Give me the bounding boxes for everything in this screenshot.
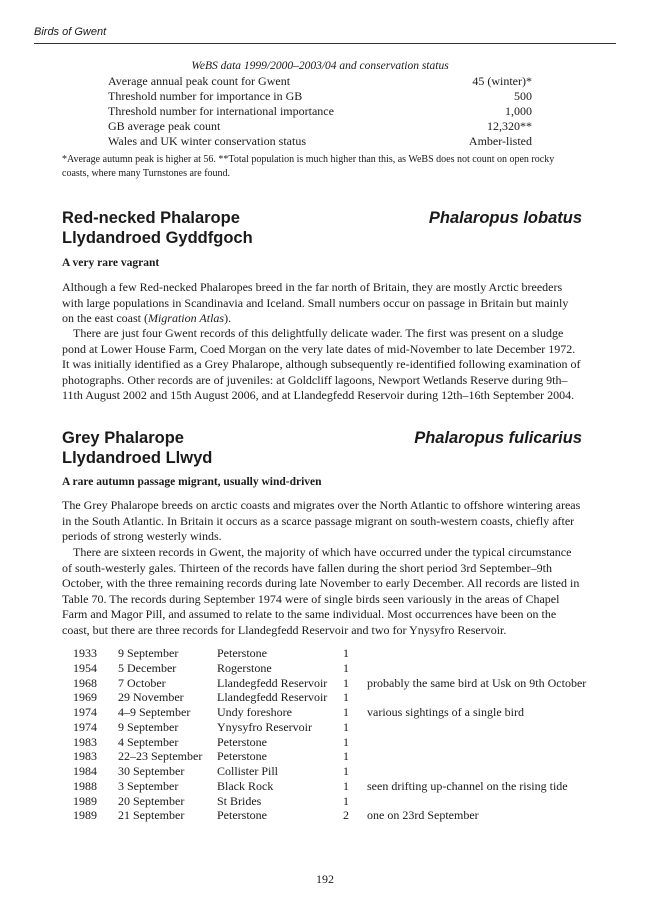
record-year: 1983 xyxy=(73,734,97,749)
webs-row-value: 45 (winter)* xyxy=(472,74,532,88)
record-note: seen drifting up-channel on the rising tide xyxy=(367,778,568,793)
record-site: Rogerstone xyxy=(217,660,272,675)
record-year: 1974 xyxy=(73,719,97,734)
webs-row-label: Threshold number for international importance xyxy=(108,104,334,118)
record-year: 1933 xyxy=(73,646,97,660)
species-heading-grey-phalarope xyxy=(62,428,582,468)
record-count: 1 xyxy=(343,734,349,749)
record-year: 1969 xyxy=(73,690,97,705)
species-status: A very rare vagrant xyxy=(62,257,160,269)
record-date: 3 September xyxy=(118,778,179,793)
record-year: 1989 xyxy=(73,793,97,808)
record-date: 30 September xyxy=(118,764,185,778)
species-latin-name: Phalaropus fulicarius xyxy=(414,429,582,447)
record-date: 21 September xyxy=(118,808,185,823)
record-year: 1984 xyxy=(73,764,97,778)
webs-row-value: 12,320** xyxy=(487,119,532,133)
webs-row-label: Average annual peak count for Gwent xyxy=(108,74,291,88)
record-date: 5 December xyxy=(118,660,177,675)
record-count: 1 xyxy=(343,660,349,675)
record-site: Ynysyfro Reservoir xyxy=(217,719,312,734)
record-year: 1989 xyxy=(73,808,97,823)
record-date: 20 September xyxy=(118,793,185,808)
record-site: Undy foreshore xyxy=(217,705,292,719)
record-year: 1974 xyxy=(73,705,97,719)
record-date: 4 September xyxy=(118,734,179,749)
species1-paragraph-1 xyxy=(62,280,582,327)
species2-paragraph-2: There are sixteen records in Gwent, the majority of which have occurred under the typical circumstance of south-westerly gales. Thirteen of the records have fallen during the short period 3rd September–9th October, with the three remaining records during late November to early December. All records are listed in Table 70. The records during September 1974 were of single birds seen variously in the areas of Chapel Farm and Magor Pill, and assumed to relate to the same individual. Most occurrences have been on the coast, but there are three records for Llandegfedd Reservoir and two for Ynysyfro Reservoir. xyxy=(62,545,580,637)
page-number: 192 xyxy=(316,872,334,886)
species-english-name: Red-necked Phalarope xyxy=(62,209,240,227)
record-site: Peterstone xyxy=(217,646,267,660)
species-english-name: Grey Phalarope xyxy=(62,429,184,447)
webs-row-value: 500 xyxy=(514,89,532,103)
record-count: 1 xyxy=(343,719,349,734)
webs-row-value: 1,000 xyxy=(505,104,532,118)
webs-row xyxy=(108,119,532,134)
record-date: 7 October xyxy=(118,675,166,690)
record-site: Peterstone xyxy=(217,734,267,749)
record-date: 9 September xyxy=(118,719,179,734)
record-date: 22–23 September xyxy=(118,749,203,764)
webs-row-label: GB average peak count xyxy=(108,119,221,133)
record-site: Llandegfedd Reservoir xyxy=(217,675,328,690)
record-date: 4–9 September xyxy=(118,705,191,719)
record-year: 1983 xyxy=(73,749,97,764)
webs-row-label: Threshold number for importance in GB xyxy=(108,89,303,103)
record-count: 1 xyxy=(343,646,349,660)
running-header: Birds of Gwent xyxy=(34,26,107,38)
species-latin-name: Phalaropus lobatus xyxy=(428,209,582,227)
record-note: various sightings of a single bird xyxy=(367,705,524,719)
webs-row xyxy=(108,104,532,119)
webs-row xyxy=(108,134,532,149)
record-count: 1 xyxy=(343,764,349,778)
record-site: Black Rock xyxy=(217,778,274,793)
record-site: Collister Pill xyxy=(217,764,279,778)
webs-row xyxy=(108,89,532,104)
species-status: A rare autumn passage migrant, usually wind-driven xyxy=(62,476,322,488)
record-year: 1954 xyxy=(73,660,97,675)
record-note: probably the same bird at Usk on 9th October xyxy=(367,675,587,690)
record-count: 1 xyxy=(343,690,349,705)
webs-footnote: *Average autumn peak is higher at 56. **Total population is much higher than this, as WeBS does not count on open rocky coasts, where many Turnstones are found. xyxy=(62,154,555,179)
webs-row-label: Wales and UK winter conservation status xyxy=(108,134,306,148)
record-count: 2 xyxy=(343,808,349,823)
record-count: 1 xyxy=(343,749,349,764)
record-note: one on 23rd September xyxy=(367,808,479,823)
record-year: 1988 xyxy=(73,778,97,793)
record-count: 1 xyxy=(343,675,349,690)
species2-paragraph-1: The Grey Phalarope breeds on arctic coasts and migrates over the North Atlantic to offshore wintering areas in the South Atlantic. In Britain it occurs as a scarce passage migrant on south-western coasts, chiefly after periods of strong westerly winds. xyxy=(62,498,581,543)
species1-paragraph-2: There are just four Gwent records of this delightfully delicate wader. The first was present on a sludge pond at Lower House Farm, Coed Morgan on the very late dates of mid-November to late December 1972. It was initially identified as a Grey Phalarope, although subsequently re-identified following examination of photographs. Other records are of juveniles: at Goldcliff lagoons, Newport Wetlands Reserve during 9th–11th August 2002 and 15th August 2006, and at Llandegfedd Reservoir during 12th–16th September 2004. xyxy=(62,326,581,402)
webs-row-value: Amber-listed xyxy=(468,134,532,148)
webs-data-table xyxy=(108,59,532,149)
record-count: 1 xyxy=(343,705,349,719)
record-site: St Brides xyxy=(217,793,262,808)
header-rule xyxy=(34,43,616,44)
migration-atlas-reference: Migration Atlas xyxy=(147,311,225,325)
record-site: Peterstone xyxy=(217,808,267,823)
species-welsh-name: Llydandroed Llwyd xyxy=(62,449,213,467)
record-date: 9 September xyxy=(118,646,179,660)
webs-row xyxy=(108,74,532,89)
paragraph-text: ). xyxy=(224,311,232,325)
record-year: 1968 xyxy=(73,675,97,690)
webs-rows xyxy=(108,74,532,149)
species-welsh-name: Llydandroed Gyddfgoch xyxy=(62,229,253,247)
webs-caption: WeBS data 1999/2000–2003/04 and conservation status xyxy=(191,60,449,72)
record-count: 1 xyxy=(343,778,349,793)
record-site: Peterstone xyxy=(217,749,267,764)
record-site: Llandegfedd Reservoir xyxy=(217,690,328,705)
record-date: 29 November xyxy=(118,690,184,705)
species-heading-red-necked-phalarope xyxy=(62,208,582,248)
paragraph-text: Although a few Red-necked Phalaropes breed in the far north of Britain, they are mostly Arctic breeders with large populations in Scandinavia and Iceland. Small numbers occur on passage in Britain but mainly on the east coast ( xyxy=(62,280,569,325)
record-count: 1 xyxy=(343,793,349,808)
